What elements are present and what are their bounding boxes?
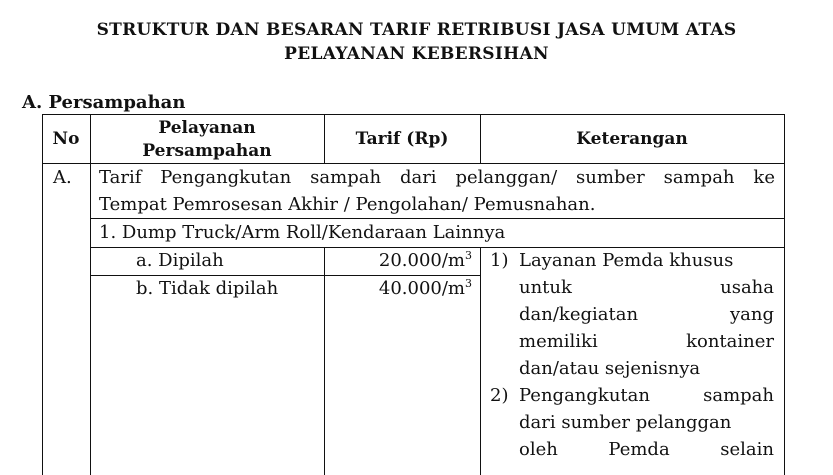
note-word: selain <box>720 439 774 460</box>
unit-superscript: 3 <box>465 277 472 290</box>
note-word: usaha <box>720 277 774 298</box>
note-word: sampah <box>703 385 774 406</box>
document-title-line2: PELAYANAN KEBERSIHAN <box>284 44 549 64</box>
note-2-line2: dari sumber pelanggan <box>519 412 732 433</box>
row-divider-description <box>90 218 784 219</box>
note-1-marker: 1) <box>490 250 509 271</box>
row-number: A. <box>53 167 72 188</box>
note-2-line1 <box>519 385 774 407</box>
note-1-line5: dan/atau sejenisnya <box>519 358 701 379</box>
note-1-line4 <box>519 331 774 353</box>
table-border-left <box>42 114 43 475</box>
row-description-line1: Tarif Pengangkutan sampah dari pelanggan/ sumber sampah ke <box>99 167 775 188</box>
header-tariff: Tarif (Rp) <box>355 129 449 149</box>
column-divider-notes <box>480 247 481 475</box>
note-2-line3 <box>519 439 774 461</box>
section-heading: A. Persampahan <box>22 92 186 113</box>
header-service-line1: Pelayanan <box>158 118 256 138</box>
note-2-marker: 2) <box>490 385 509 406</box>
row-divider-item-a <box>90 275 480 276</box>
row-subheading: 1. Dump Truck/Arm Roll/Kendaraan Lainnya <box>99 222 506 243</box>
header-notes: Keterangan <box>576 129 688 149</box>
note-word: kontainer <box>686 331 774 352</box>
unit-superscript: 3 <box>465 249 472 262</box>
row-divider-subheading <box>90 247 784 248</box>
note-word: Pemda <box>608 439 670 460</box>
table-border-right <box>784 114 785 475</box>
document-title-line1: STRUKTUR DAN BESARAN TARIF RETRIBUSI JASA UMUM ATAS <box>96 20 737 40</box>
note-word: memiliki <box>519 331 598 352</box>
note-word: yang <box>729 304 774 325</box>
tariff-value: 20.000/m <box>378 250 465 271</box>
note-word: Pengangkutan <box>519 385 650 406</box>
item-label-tidak-dipilah: b. Tidak dipilah <box>136 278 279 299</box>
header-service-line2: Persampahan <box>142 141 272 161</box>
header-divider <box>42 163 784 164</box>
row-description-line2: Tempat Pemrosesan Akhir / Pengolahan/ Pemusnahan. <box>99 194 596 215</box>
note-1-line3 <box>519 304 774 326</box>
column-divider-no <box>90 114 91 475</box>
note-word: dan/kegiatan <box>519 304 639 325</box>
item-tariff-tidak-dipilah <box>324 278 472 300</box>
tariff-value: 40.000/m <box>378 278 465 299</box>
note-1-line1: Layanan Pemda khusus <box>519 250 734 271</box>
note-word: untuk <box>519 277 572 298</box>
item-label-dipilah: a. Dipilah <box>136 250 224 271</box>
header-no: No <box>52 129 80 149</box>
note-word: oleh <box>519 439 558 460</box>
note-1-line2 <box>519 277 774 299</box>
table-border-top <box>42 114 784 115</box>
item-tariff-dipilah <box>324 250 472 272</box>
